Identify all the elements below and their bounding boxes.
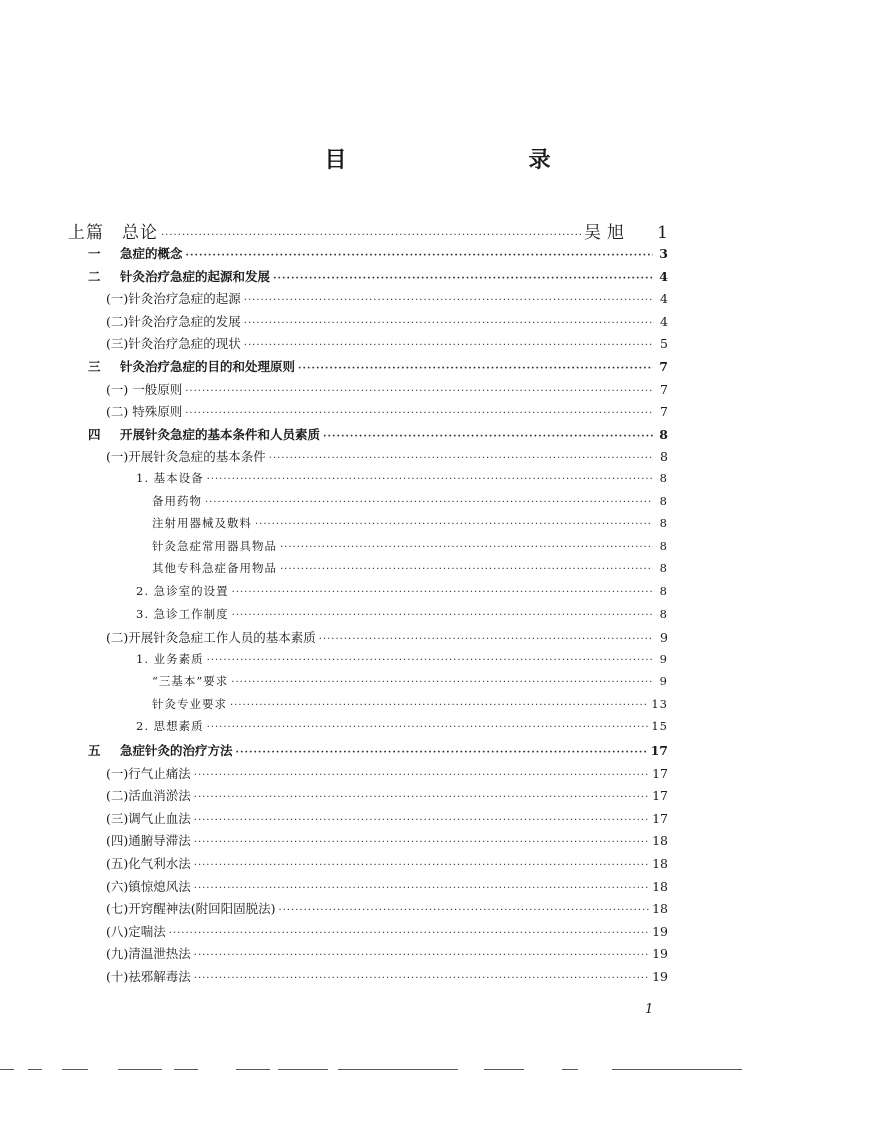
toc-entry-text: (二) 特殊原则 (106, 404, 183, 420)
toc-entry-page: 3 (659, 246, 668, 261)
toc-entry-title (106, 447, 266, 465)
toc-entry-text: 2. 思想素质 (136, 719, 204, 734)
toc-entry-page: 17 (652, 765, 668, 781)
leader-dots (207, 474, 653, 485)
table-of-contents (68, 218, 668, 990)
toc-entry[interactable] (68, 651, 668, 674)
toc-entry-title (106, 312, 241, 330)
toc-entry-text: 3. 急诊工作制度 (136, 606, 229, 621)
toc-entry-text: (七)开窍醒神法(附回阳固脱法) (106, 901, 276, 917)
toc-entry-page: 19 (652, 969, 668, 984)
toc-entry-page: 19 (652, 946, 668, 962)
scan-artifact (0, 1069, 14, 1070)
toc-entry-page: 8 (659, 470, 668, 485)
toc-entry-title (88, 425, 320, 443)
toc-entry[interactable] (68, 289, 668, 312)
toc-entry[interactable] (68, 470, 668, 493)
toc-entry-text: “三基本”要求 (152, 674, 229, 689)
leader-dots (244, 295, 653, 306)
scan-artifact (562, 1069, 578, 1070)
toc-section-number: 五 (88, 743, 101, 759)
toc-entry-text: 备用药物 (152, 493, 202, 508)
toc-entry-text: 2. 急诊室的设置 (136, 583, 229, 598)
toc-entry[interactable] (68, 515, 668, 538)
toc-entry-title (106, 809, 191, 827)
toc-entry-page: 9 (659, 651, 668, 666)
toc-entry[interactable] (68, 764, 668, 787)
toc-entry-title (152, 696, 227, 712)
toc-entry[interactable] (68, 267, 668, 290)
leader-dots (205, 497, 653, 508)
toc-entry[interactable] (68, 244, 668, 267)
scan-artifact (338, 1069, 458, 1070)
scan-artifact (62, 1069, 88, 1070)
leader-dots (194, 973, 649, 984)
toc-entry[interactable] (68, 606, 668, 629)
toc-entry-text: 急症针灸的治疗方法 (120, 743, 233, 759)
toc-entry-page: 15 (651, 719, 668, 734)
toc-entry[interactable] (68, 312, 668, 335)
toc-entry-title (106, 967, 191, 985)
leader-dots (185, 386, 653, 397)
leader-dots (255, 519, 653, 530)
toc-entry-text: (九)清温泄热法 (106, 946, 191, 962)
leader-dots (185, 408, 653, 419)
toc-entry[interactable] (68, 696, 668, 719)
toc-entry[interactable] (68, 425, 668, 448)
toc-entry-title (136, 651, 204, 667)
toc-entry-page: 17 (652, 788, 668, 804)
toc-entry-page: 8 (659, 606, 668, 621)
scan-artifact (118, 1069, 162, 1070)
toc-entry-title (88, 357, 295, 375)
toc-entry-text: 1. 基本设备 (136, 470, 204, 485)
toc-entry-title (106, 786, 191, 804)
toc-entry-text: (十)祛邪解毒法 (106, 969, 191, 984)
toc-entry-page: 18 (652, 856, 668, 872)
toc-part-page: 1 (657, 223, 668, 243)
toc-entry-text: 1. 业务素质 (136, 651, 204, 666)
toc-entry-text: (四)通腑导滞法 (106, 833, 191, 849)
toc-section-number: 三 (88, 358, 101, 374)
scan-artifact (174, 1069, 198, 1070)
leader-dots (169, 928, 649, 939)
toc-entry-text: 注射用器械及敷料 (152, 516, 252, 531)
toc-entry-title (106, 854, 191, 872)
toc-entry-page: 19 (652, 923, 668, 939)
toc-entry-text: (二)开展针灸急症工作人员的基本素质 (106, 630, 316, 646)
toc-entry-text: (二)活血消淤法 (106, 788, 191, 804)
toc-entry-title (152, 673, 228, 689)
toc-entry-page: 8 (659, 426, 668, 442)
toc-entry-title (106, 922, 166, 940)
toc-entry-title (88, 741, 233, 759)
toc-entry[interactable] (68, 402, 668, 425)
toc-entry-text: (一)针灸治疗急症的起源 (106, 291, 241, 307)
toc-entry-title (136, 718, 204, 734)
toc-entry[interactable] (68, 967, 668, 990)
toc-entry[interactable] (68, 854, 668, 877)
toc-entry-text: (五)化气利水法 (106, 856, 191, 872)
toc-entry-page: 18 (652, 833, 668, 849)
toc-entry-page: 17 (650, 743, 668, 759)
toc-section-number: 四 (88, 426, 101, 442)
toc-entry-text: (六)镇惊熄风法 (106, 878, 191, 894)
leader-dots (161, 230, 581, 241)
toc-entry-page: 5 (660, 336, 668, 352)
toc-part-label: 上篇 总论 (68, 223, 158, 243)
toc-entry-page: 7 (660, 404, 668, 420)
toc-entry-title (106, 402, 182, 420)
toc-entry-text: 针灸治疗急症的目的和处理原则 (120, 358, 296, 374)
toc-entry-title (106, 831, 191, 849)
page-title: 目 录 (324, 147, 597, 173)
leader-dots (244, 340, 653, 351)
toc-entry-title (152, 493, 202, 509)
toc-entry-title (136, 470, 204, 486)
leader-dots (280, 564, 653, 575)
toc-entry[interactable] (68, 944, 668, 967)
leader-dots (194, 837, 649, 848)
leader-dots (207, 655, 653, 666)
toc-entry-page: 13 (651, 696, 668, 711)
toc-entry-page: 4 (660, 291, 668, 307)
leader-dots (194, 883, 649, 894)
leader-dots (194, 860, 649, 871)
toc-entry-page: 9 (659, 674, 668, 689)
toc-entry-text: (三)调气止血法 (106, 810, 191, 826)
toc-part-entry[interactable] (68, 218, 668, 244)
leader-dots (279, 905, 650, 916)
toc-entry[interactable] (68, 357, 668, 380)
toc-entry[interactable] (68, 899, 668, 922)
toc-entry-text: 针灸治疗急症的起源和发展 (120, 268, 271, 284)
toc-entry-text: 开展针灸急症的基本条件和人员素质 (120, 426, 321, 442)
toc-entry-text: (一) 一般原则 (106, 381, 183, 397)
leader-dots (244, 318, 653, 329)
leader-dots (280, 542, 653, 553)
toc-entry[interactable] (68, 380, 668, 403)
leader-dots (232, 610, 653, 621)
toc-entry[interactable] (68, 786, 668, 809)
toc-entries (68, 244, 668, 990)
leader-dots (319, 634, 653, 645)
toc-entry-page: 7 (659, 358, 668, 374)
toc-entry[interactable] (68, 538, 668, 561)
leader-dots (230, 700, 648, 711)
toc-entry[interactable] (68, 741, 668, 764)
toc-entry-title (106, 289, 241, 307)
toc-entry[interactable] (68, 560, 668, 583)
leader-dots (194, 792, 649, 803)
toc-entry-page: 9 (660, 630, 668, 646)
toc-entry[interactable] (68, 673, 668, 696)
toc-entry-text: 针灸专业要求 (152, 696, 227, 711)
toc-section-number: 一 (88, 246, 101, 261)
toc-entry-title (136, 583, 229, 599)
toc-entry-page: 7 (660, 381, 668, 397)
toc-entry-text: (一)行气止痛法 (106, 765, 191, 781)
toc-entry-page: 8 (659, 493, 668, 508)
toc-entry-text: 急症的概念 (120, 246, 183, 261)
toc-entry[interactable] (68, 718, 668, 741)
toc-entry-text: (八)定喘法 (106, 923, 166, 939)
toc-entry-title (106, 380, 182, 398)
toc-entry-page: 17 (652, 810, 668, 826)
toc-entry-title (152, 560, 277, 576)
toc-entry[interactable] (68, 628, 668, 651)
toc-entry-page: 8 (660, 449, 668, 465)
toc-entry[interactable] (68, 447, 668, 470)
leader-dots (232, 587, 653, 598)
toc-entry-page: 8 (659, 516, 668, 531)
scan-artifact (612, 1069, 742, 1070)
toc-entry-text: 针灸急症常用器具物品 (152, 538, 277, 553)
toc-entry-page: 4 (659, 268, 668, 284)
toc-entry-page: 8 (659, 583, 668, 598)
leader-dots (194, 950, 649, 961)
toc-entry-page: 18 (652, 878, 668, 894)
toc-entry-title (106, 944, 191, 962)
toc-entry-title (106, 877, 191, 895)
toc-entry-title (136, 606, 229, 622)
leader-dots (194, 815, 649, 826)
toc-entry-text: (一)开展针灸急症的基本条件 (106, 449, 266, 465)
scan-artifact (28, 1069, 42, 1070)
toc-entry[interactable] (68, 877, 668, 900)
leader-dots (236, 747, 648, 758)
scan-artifact (278, 1069, 328, 1070)
toc-entry-text: (三)针灸治疗急症的现状 (106, 336, 241, 352)
leader-dots (323, 431, 653, 442)
toc-part-author: 吴旭 (584, 223, 630, 243)
toc-entry[interactable] (68, 809, 668, 832)
leader-dots (207, 722, 649, 733)
toc-entry-title (106, 899, 276, 917)
toc-entry[interactable] (68, 922, 668, 945)
toc-entry-page: 18 (652, 901, 668, 917)
toc-entry[interactable] (68, 493, 668, 516)
toc-entry[interactable] (68, 334, 668, 357)
toc-entry-title (152, 515, 252, 531)
leader-dots (298, 363, 653, 374)
leader-dots (186, 250, 653, 261)
toc-entry[interactable] (68, 583, 668, 606)
leader-dots (269, 453, 653, 464)
leader-dots (273, 273, 653, 284)
toc-entry-title (106, 628, 316, 646)
leader-dots (231, 677, 653, 688)
toc-entry-text: 其他专科急症备用物品 (152, 561, 277, 576)
toc-entry[interactable] (68, 831, 668, 854)
toc-entry-title (106, 334, 241, 352)
toc-entry-title (106, 764, 191, 782)
leader-dots (194, 770, 649, 781)
scan-artifact (236, 1069, 270, 1070)
toc-section-number: 二 (88, 268, 101, 284)
toc-entry-title (152, 538, 277, 554)
page-number: 1 (645, 1002, 654, 1017)
toc-entry-page: 8 (659, 538, 668, 553)
toc-entry-page: 4 (660, 313, 668, 329)
toc-entry-title (88, 267, 270, 285)
toc-entry-page: 8 (659, 561, 668, 576)
toc-entry-title (88, 244, 183, 262)
scan-artifact (484, 1069, 524, 1070)
toc-entry-text: (二)针灸治疗急症的发展 (106, 313, 241, 329)
